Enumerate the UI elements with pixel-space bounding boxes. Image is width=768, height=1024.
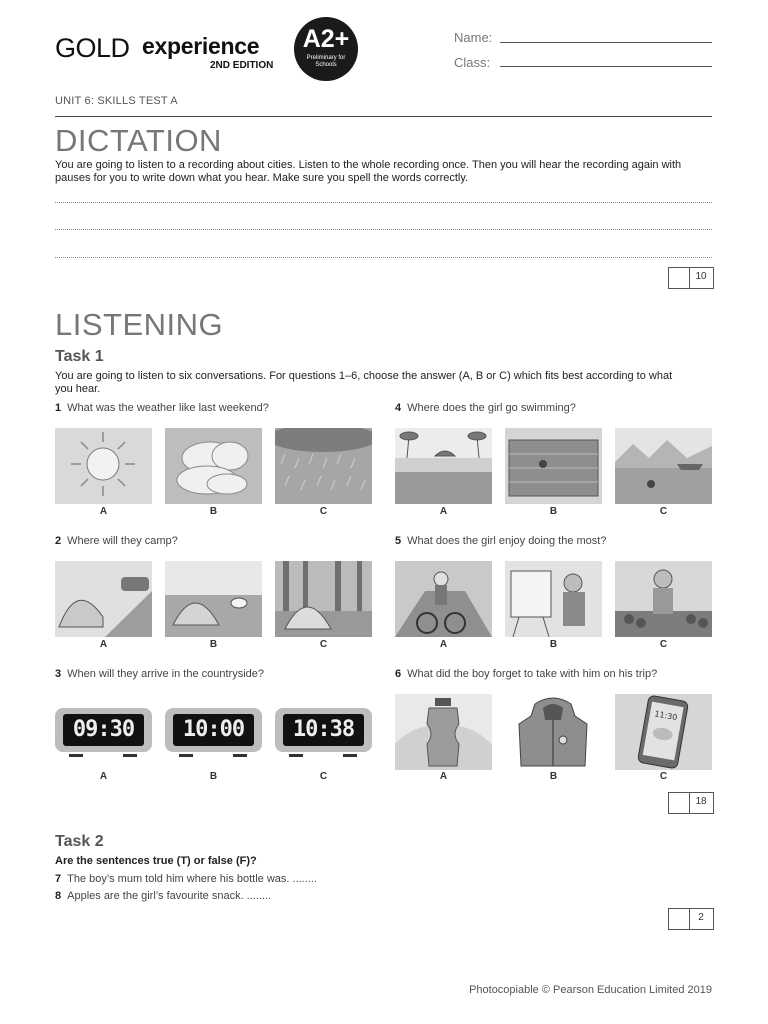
q3-label-c: C (319, 771, 328, 782)
q6-label-c: C (659, 771, 668, 782)
q4-option-c-lake[interactable] (615, 428, 712, 504)
clock-foot (289, 754, 303, 757)
q3-label-b: B (209, 771, 218, 782)
question-3: 3 When will they arrive in the countryside? (55, 668, 264, 680)
badge-subtitle: Preliminary for Schools (306, 55, 346, 68)
q1-label-a: A (99, 506, 108, 517)
q2-label-a: A (99, 639, 108, 650)
q2-option-b-field[interactable] (165, 561, 262, 637)
garden-icon (615, 561, 712, 637)
footer-copyright: Photocopiable © Pearson Education Limited 2019 (469, 984, 712, 996)
task1-score-box[interactable] (668, 792, 714, 814)
task2-item-7[interactable]: 7 The boy’s mum told him where his bottle was. ........ (55, 873, 317, 885)
task1-score: 18 (695, 796, 707, 807)
dictation-score: 10 (695, 271, 707, 282)
dictation-title: DICTATION (55, 123, 222, 158)
q6-option-c-phone[interactable] (615, 694, 712, 770)
bottle-icon (395, 694, 492, 770)
listening-title: LISTENING (55, 307, 224, 342)
question-1: 1 What was the weather like last weekend? (55, 402, 269, 414)
dictation-instructions: You are going to listen to a recording about cities. Listen to the whole recording once. Then you will hear the recording again with pauses for you to write down what you hear. Make sure you spell the words correctly. (55, 159, 682, 184)
q2-option-a-roadside[interactable] (55, 561, 152, 637)
task2-score: 2 (698, 912, 704, 923)
jacket-icon (505, 694, 602, 770)
q1-option-a-sun[interactable] (55, 428, 152, 504)
q5-option-a-cycling[interactable] (395, 561, 492, 637)
q2-option-c-forest[interactable] (275, 561, 372, 637)
q5-option-c-gardening[interactable] (615, 561, 712, 637)
clock-foot (69, 754, 83, 757)
q4-label-c: C (659, 506, 668, 517)
sun-icon (55, 428, 152, 504)
q5-label-c: C (659, 639, 668, 650)
clock-foot (343, 754, 357, 757)
q6-option-b-jacket[interactable] (505, 694, 602, 770)
q6-label-a: A (439, 771, 448, 782)
question-6: 6 What did the boy forget to take with him on his trip? (395, 668, 658, 680)
pool-icon (505, 428, 602, 504)
logo-experience: experience (142, 33, 260, 59)
task2-item-8[interactable]: 8 Apples are the girl’s favourite snack. ........ (55, 890, 272, 902)
cloud-icon (165, 428, 262, 504)
q4-label-a: A (439, 506, 448, 517)
tent-icon (165, 561, 262, 637)
task1-title: Task 1 (55, 348, 104, 365)
q4-label-b: B (549, 506, 558, 517)
logo-gold: GOLD (55, 33, 130, 63)
clock-foot (123, 754, 137, 757)
question-2: 2 Where will they camp? (55, 535, 178, 547)
q1-label-b: B (209, 506, 218, 517)
unit-label: UNIT 6: SKILLS TEST A (55, 95, 178, 107)
phone-icon (615, 694, 712, 770)
beach-icon (395, 428, 492, 504)
question-5: 5 What does the girl enjoy doing the most? (395, 535, 607, 547)
q2-label-b: B (209, 639, 218, 650)
task2-instructions: Are the sentences true (T) or false (F)? (55, 855, 257, 867)
q3-option-a-clock[interactable] (55, 708, 152, 752)
task2-score-box[interactable] (668, 908, 714, 930)
tent-icon (55, 561, 152, 637)
q6-option-a-bottle[interactable] (395, 694, 492, 770)
name-field[interactable] (500, 42, 712, 43)
class-label: Class: (454, 55, 491, 70)
q2-label-c: C (319, 639, 328, 650)
rain-icon (275, 428, 372, 504)
clock-display-b: 10:00 (173, 714, 254, 746)
q3-option-b-clock[interactable] (165, 708, 262, 752)
level-badge (294, 17, 358, 81)
task1-instructions: You are going to listen to six conversations. For questions 1–6, choose the answer (A, B or C) which fits best according to what you hear. (55, 370, 673, 395)
dictation-line-1[interactable] (55, 202, 712, 203)
dictation-line-3[interactable] (55, 257, 712, 258)
tent-icon (275, 561, 372, 637)
task2-title: Task 2 (55, 833, 104, 850)
dictation-line-2[interactable] (55, 229, 712, 230)
easel-icon (505, 561, 602, 637)
clock-foot (233, 754, 247, 757)
q1-option-b-clouds[interactable] (165, 428, 262, 504)
name-label: Name: (454, 30, 493, 45)
class-field[interactable] (500, 66, 712, 67)
question-4: 4 Where does the girl go swimming? (395, 402, 576, 414)
bicycle-icon (395, 561, 492, 637)
q4-option-a-beach[interactable] (395, 428, 492, 504)
clock-display-a: 09:30 (63, 714, 144, 746)
clock-display-c: 10:38 (283, 714, 364, 746)
q1-option-c-rain[interactable] (275, 428, 372, 504)
dictation-score-box[interactable] (668, 267, 714, 289)
phone-time-text: 11:30 (653, 709, 679, 723)
logo-edition: 2ND EDITION (210, 60, 274, 71)
q1-label-c: C (319, 506, 328, 517)
clock-foot (179, 754, 193, 757)
badge-level: A2+ (302, 25, 350, 53)
header-rule (55, 116, 712, 117)
q5-label-a: A (439, 639, 448, 650)
q3-label-a: A (99, 771, 108, 782)
q6-label-b: B (549, 771, 558, 782)
q3-option-c-clock[interactable] (275, 708, 372, 752)
lake-icon (615, 428, 712, 504)
q5-option-b-painting[interactable] (505, 561, 602, 637)
q5-label-b: B (549, 639, 558, 650)
q4-option-b-pool[interactable] (505, 428, 602, 504)
